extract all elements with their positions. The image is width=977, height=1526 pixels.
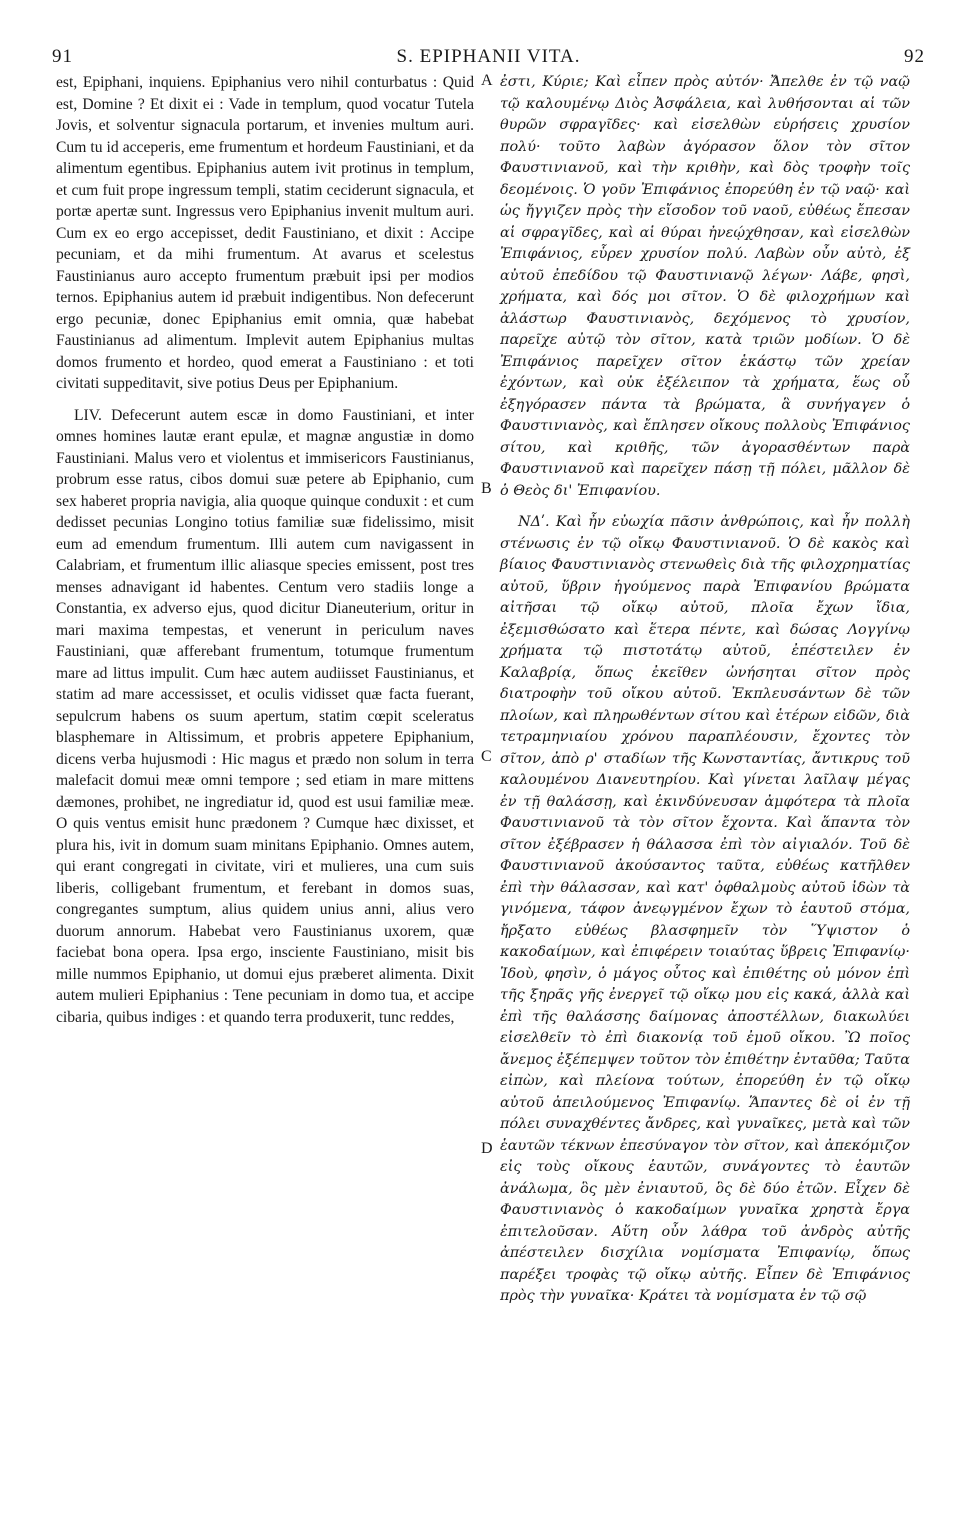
greek-paragraph: ἐστι, Κύριε; Καὶ εἶπεν πρὸς αὐτόν· Ἄπελθε ἐν τῷ ναῷ τῷ καλουμένῳ Διὸς Ἀσφάλεια, καὶ λυθήσονται αἱ τῶν θυρῶν σφραγῖδες· καὶ εἰσελθὼν εὑρήσεις χρυσίον πολύ· τοῦτο λαβὼν ἀγόρασον ὅλον τὸν σῖτον Φαυστινιανοῦ, καὶ τὴν κριθὴν, καὶ δὸς τροφὴν τοῖς δεομένοις. Ὁ γοῦν Ἐπιφάνιος ἐπορεύθη ἐν τῷ ναῷ· καὶ ὡς ἤγγιζεν πρὸς τὴν εἴσοδον τοῦ ναοῦ, εὐθέως ἔπεσαν αἱ σφραγῖδες, καὶ αἱ θύραι ἠνεῴχθησαν, καὶ εἰσελθὼν Ἐπιφάνιος, εὗρεν χρυσίον πολύ. Λαβὼν οὖν αὐτὸ, ἐξ αὐτοῦ ἐπεδίδου τῷ Φαυστινιανῷ λέγων· Λάβε, φησὶ, χρήματα, καὶ δός μοι σῖτον. Ὁ δὲ φιλοχρήμων καὶ ἀλάστωρ Φαυστινιανὸς, δεχόμενος τὸ χρυσίον, παρεῖχε αὐτῷ τὸν σῖτον, κατὰ τριῶν μοδίων. Ὁ δὲ Ἐπιφάνιος παρεῖχεν σῖτον ἑκάστῳ τῶν χρείαν ἐχόντων, καὶ οὐκ ἐξέλειπον τὰ χρήματα, ἕως οὗ ἐξηγόρασεν πάντα τὰ βρώματα, ἃ συνήγαγεν ὁ Φαυστινιανὸς, καὶ ἔπλησεν οἴκους πολλοὺς Ἐπιφάνιος σίτου, καὶ κριθῆς, τῶν ἀγορασθέντων παρὰ Φαυστινιανοῦ καὶ παρεῖχεν πάσῃ τῇ πόλει, μᾶλλον δὲ ὁ Θεὸς δι' Ἐπιφανίου.: [500, 74, 910, 499]
margin-marker-a: A: [481, 72, 493, 89]
page-number-right: 92: [904, 46, 925, 67]
latin-paragraph: LIV. Defecerunt autem escæ in domo Faustiniani, et inter omnes homines lautæ erant epulæ, et magnæ angustiæ in domo Faustiniani. Malus vero et violentus et immisericors Faustinianus, probrum esse ratus, cibos domui suæ petere ab Epiphanio, cum sex haberet propria navigia, alia quoque quinque conduxit : et cum dedisset pecunias Longino totius familiæ suæ fidelissimo, misit eum ad emendum frumentum. Illi autem cum navigassent in Calabriam, et frumentum illic aliasque species emissent, post tres menses adnavigant id habentes. Centum vero stadiis longe a Constantia, ex adverso ejus, quod dicitur Dianeuterium, oritur in mari maxima tempestas, et venerunt in periculum naves Faustiniani, quæ afferebant frumentum, totumque frumentum mare ad littus impulit. Cum hæc autem audiisset Faustinianus, et statim ad mare accessisset, et oculis vidisset quæ facta fuerant, sepulcrum habens os suum apertum, statim cœpit sceleratus blasphemare in Altissimum, et probris appetere Epiphanium, dicens verba hujusmodi : Hic magus et prædo non solum in terra malefacit domui meæ omni tempore ; sed etiam in mare mittens dæmones, prohibet, ne ingrediatur id, quod est usui familiæ meæ. O quis ventus emisit hunc prædonem ? Cumque hæc dixisset, et plura his, ivit in domum suam minitans Epiphanio. Omnes autem, qui erant congregati in civitate, viri et mulieres, una cum suis liberis, colligebant frumentum, et ferebant in domos suas, congregantes sumptum, alius quidem unius anni, alius vero duorum annorum. Habebat vero Faustinianus uxorem, quæ faciebat bona opera. Ipsa ergo, insciente Faustiniano, misit bis mille nummos Epiphanio, ut domui ejus præberet alimenta. Dixit autem mulieri Epiphanius : Tene pecuniam in domo tua, et accipe cibaria, quibus indiges : et quando terra produxerit, tunc reddes,: [56, 406, 474, 1026]
running-header: [52, 46, 925, 72]
greek-column: [500, 72, 910, 1308]
margin-marker-d: D: [481, 1140, 493, 1157]
latin-paragraph: est, Epiphani, inquiens. Epiphanius vero nihil conturbatus : Quid est, Domine ? Et dixit ei : Vade in templum, quod vocatur Tutela Jovis, et solventur signacula portarum, et invenies multum auri. Cum tu id acceperis, eme frumentum et hordeum Faustiniani, et da alimentum egentibus. Epiphanius autem ivit protinus in templum, et cum fuit prope ingressum templi, statim ceciderunt signacula, et portæ apertæ sunt. Ingressus vero Epiphanius invenit multum auri. Cum ex eo ergo accepisset, dedit Faustiniano, et dixit : Accipe pecuniam, et da mihi frumentum. At avarus et scelestus Faustinianus auro accepto frumentum præbuit ipsi per modios ternos. Epiphanius autem id præbuit indigentibus. Non defecerunt ergo pecuniæ, donec Epiphanius emit omnia, quæ habebat Faustinianus ad alimentum. Implevit autem Epiphanius multas domos frumento et hordeo, quod emerat a Faustiniano : et toti civitati suppeditavit, sive potius Deus per Epiphanium.: [56, 74, 474, 392]
page-number-left: 91: [52, 46, 73, 67]
greek-paragraph: ΝΔʹ. Καὶ ἦν εὐωχία πᾶσιν ἀνθρώποις, καὶ ἦν πολλὴ στένωσις ἐν τῷ οἴκῳ Φαυστινιανοῦ. Ὁ δὲ κακὸς καὶ βίαιος Φαυστινιανὸς στενωθεὶς διὰ τῆς φιλοχρηματίας αὐτοῦ, ὕβριν ἡγούμενος παρὰ Ἐπιφανίου βρώματα αἰτῆσαι τῷ οἴκῳ αὐτοῦ, πλοῖα ἔχων ἴδια, ἐξεμισθώσατο καὶ ἕτερα πέντε, καὶ δώσας Λογγίνῳ χρήματα τῷ πιστοτάτῳ αὐτοῦ, ἐπέστειλεν ἐν Καλαβρίᾳ, ὅπως ἐκεῖθεν ὠνήσηται σῖτον πρὸς διατροφὴν τοῦ οἴκου αὐτοῦ. Ἐκπλευσάντων δὲ τῶν πλοίων, καὶ πληρωθέντων σίτου καὶ ἑτέρων εἰδῶν, διὰ τετραμηνιαίου χρόνου παραπλέουσιν, ἔχοντες τὸν σῖτον, ἀπὸ ρ' σταδίων τῆς Κωνσταντίας, ἄντικρυς τοῦ καλουμένου Διανευτηρίου. Καὶ γίνεται λαῖλαψ μέγας ἐν τῇ θαλάσσῃ, καὶ ἐκινδύνευσαν ἀμφότερα τὰ πλοῖα Φαυστινιανοῦ τὰ τὸν σῖτον ἔχοντα. Καὶ ἅπαντα τὸν σῖτον ἐξέβρασεν ἡ θάλασσα ἐπὶ τὸν αἰγιαλόν. Τοῦ δὲ Φαυστινιανοῦ ἀκούσαντος ταῦτα, εὐθέως κατῆλθεν ἐπὶ τὴν θάλασσαν, καὶ κατ' ὀφθαλμοὺς αὐτοῦ ἰδὼν τὰ γινόμενα, τάφον ἀνεῳγμένον ἔχων τὸ ἑαυτοῦ στόμα, ἤρξατο εὐθέως βλασφημεῖν τὸν Ὕψιστον ὁ κακοδαίμων, καὶ ἐπιφέρειν τοιαύτας ὕβρεις Ἐπιφανίῳ· Ἰδοὺ, φησὶν, ὁ μάγος οὗτος καὶ ἐπιθέτης οὐ μόνον ἐπὶ τῆς ξηρᾶς γῆς ἐνεργεῖ τῷ οἴκῳ μου εἰς κακά, ἀλλὰ καὶ ἐπὶ τῆς θαλάσσης δαίμονας ἀποστέλλων, διακωλύει εἰσελθεῖν τὸ ἐπὶ διακονίᾳ τοῦ ἐμοῦ οἴκου. Ὢ ποῖος ἄνεμος ἐξέπεμψεν τοῦτον τὸν ἐπιθέτην ἐνταῦθα; Ταῦτα εἰπὼν, καὶ πλείονα τούτων, ἐπορεύθη ἐν τῷ οἴκῳ αὐτοῦ ἀπειλούμενος Ἐπιφανίῳ. Ἅπαντες δὲ οἱ ἐν τῇ πόλει συναχθέντες ἄνδρες, καὶ γυναῖκες, μετὰ καὶ τῶν ἑαυτῶν τέκνων ἐπεσύναγον τὸν σῖτον, καὶ ἀπεκόμιζον εἰς τοὺς οἴκους ἑαυτῶν, συνάγοντες τὸ ἑαυτῶν ἀνάλωμα, ὃς μὲν ἐνιαυτοῦ, ὃς δὲ δύο ἐτῶν. Εἶχεν δὲ Φαυστινιανὸς ὁ κακοδαίμων γυναῖκα χρηστὰ ἔργα ἐπιτελοῦσαν. Αὕτη οὖν λάθρα τοῦ ἀνδρὸς αὐτῆς ἀπέστειλεν δισχίλια νομίσματα Ἐπιφανίῳ, ὅπως παρέξει τροφὰς τῷ οἴκῳ αὐτῆς. Εἶπεν δὲ Ἐπιφάνιος πρὸς τὴν γυναῖκα· Κράτει τὰ νομίσματα ἐν τῷ σῷ: [500, 514, 910, 1304]
margin-marker-b: B: [481, 480, 492, 497]
latin-column: [56, 72, 474, 1028]
margin-marker-c: C: [481, 748, 492, 765]
running-title: S. EPIPHANII VITA.: [396, 46, 581, 67]
